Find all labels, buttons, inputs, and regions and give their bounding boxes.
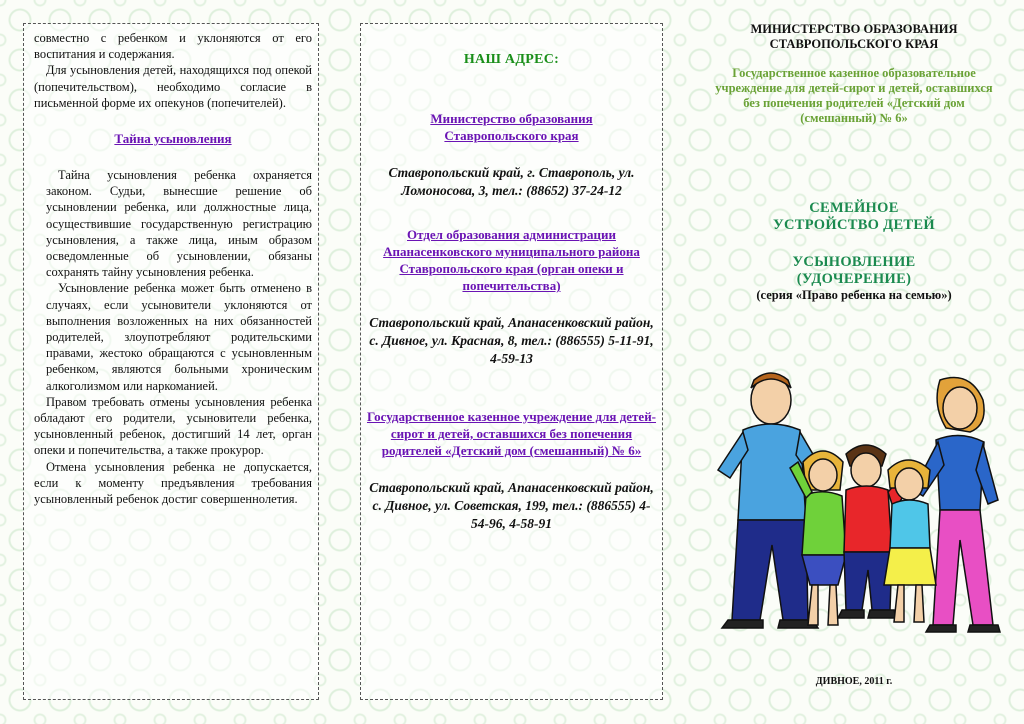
address-orphanage: Ставропольский край, Апанасенковский район, с. Дивное, ул. Советская, 199, тел.: (886555) 4-54-96, 4-58-91 [369,480,654,531]
ministry-line-2: СТАВРОПОЛЬСКОГО КРАЯ [769,37,939,51]
address-heading: НАШ АДРЕС: [463,52,560,67]
subtitle-line-2: (УДОЧЕРЕНИЕ) [796,271,912,287]
address-education-department: Ставропольский край, Апанасенковский район, с. Дивное, ул. Красная, 8, тел.: (886555) 5-11-91, 4-59-13 [369,315,654,366]
series-caption: (серия «Право ребенка на семью») [756,288,952,302]
institution-name: Государственное казенное образовательное учреждение для детей-сирот и детей, оставшихся без попечения родителей «Детский дом (смешанный) № 6» [715,66,993,125]
middle-panel [360,23,663,700]
left-panel [23,23,319,700]
paragraph-4: Усыновление ребенка может быть отменено в случаях, если усыновители уклоняются от выполнения возложенных на них обязанностей родителей, злоупотребляют родительскими правами, жестоко обращаются с усыновленным ребенком, являются больными хроническим алкоголизмом или наркоманией. [46,281,312,393]
paragraph-5: Правом требовать отмены усыновления ребенка обладают его родители, усыновители ребенка, усыновленный ребенок, достигший 14 лет, орган опеки и попечительства, а также прокурор. [34,394,312,458]
address-ministry: Ставропольский край, г. Ставрополь, ул. Ломоносова, 3, тел.: (88652) 37-24-12 [388,165,635,198]
footer-place-year: ДИВНОЕ, 2011 г. [815,676,893,687]
family-illustration [708,370,1013,640]
small-girl-figure [884,460,936,622]
org-education-department-link[interactable]: Отдел образования администрации Апанасенковского муниципального района Ставропольского края (орган опеки и попечительства) [383,227,640,293]
section-heading-adoption-secrecy: Тайна усыновления [114,131,232,147]
title-line-2: УСТРОЙСТВО ДЕТЕЙ [773,217,935,233]
org-ministry-link[interactable]: Министерство образования Ставропольского края [430,111,593,143]
paragraph-3: Тайна усыновления ребенка охраняется законом. Судьи, вынесшие решение об усыновлении ребенка, или должностные лица, осуществившие государственную регистрацию усыновления, а также лица, иным образом осведомленные об усыновлении, обязаны сохранять тайну усыновления ребенка. [46,168,312,280]
ministry-line-1: МИНИСТЕРСТВО ОБРАЗОВАНИЯ [750,22,958,36]
paragraph-1: совместно с ребенком и уклоняются от его воспитания и содержания. [34,31,312,62]
right-panel [690,10,1018,710]
org-orphanage-link[interactable]: Государственное казенное учреждение для детей-сирот и детей, оставшихся без попечения родителей «Детский дом (смешанный) № 6» [366,409,657,458]
title-line-1: СЕМЕЙНОЕ [809,200,899,216]
paragraph-2: Для усыновления детей, находящихся под опекой (попечительством), необходимо согласие в письменной форме их опекунов (попечителей). [34,63,312,110]
paragraph-6: Отмена усыновления ребенка не допускается, если к моменту предъявления требования усыновленный ребенок достиг совершеннолетия. [34,459,312,507]
subtitle-line-1: УСЫНОВЛЕНИЕ [792,254,916,270]
